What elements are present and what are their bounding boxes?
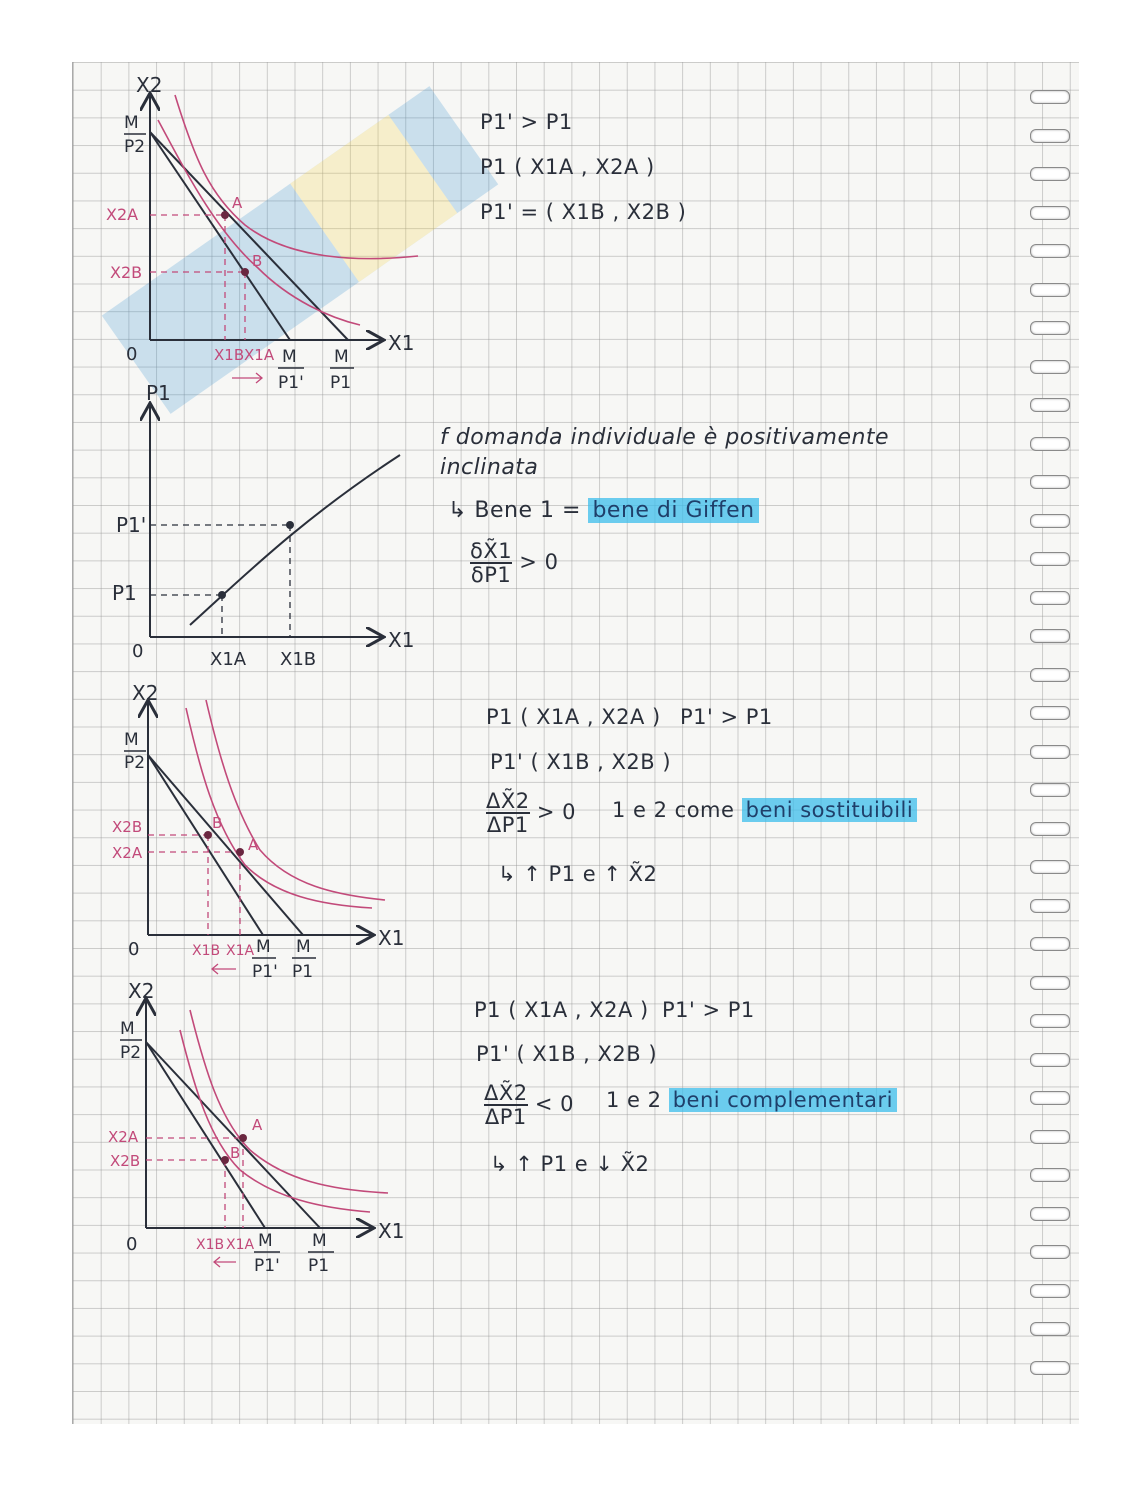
- notes2-line1: f domanda individuale è positivamente: [440, 425, 890, 450]
- graph4-indifference-curve-b: [180, 1030, 370, 1212]
- notes3-fraction: [486, 790, 530, 836]
- graph3-indifference-curve-a: [186, 708, 372, 908]
- graph4-axis-y-label: X2: [128, 979, 155, 1003]
- notes4-line1-right: P1' > P1: [662, 998, 755, 1022]
- graph3-axis-x-label: X1: [378, 926, 405, 950]
- graph4-intercept-den: P2: [120, 1043, 142, 1063]
- graph4-xtick2-den: P1: [308, 1256, 330, 1276]
- graph1-point-a-label: A: [232, 194, 243, 212]
- graph1-budget-line-p1: [150, 132, 348, 340]
- notes2-derivative: [470, 540, 558, 586]
- notes4-relation: 1 e 2: [606, 1088, 662, 1112]
- notes2-giffen-highlight: bene di Giffen: [588, 498, 758, 523]
- notes2-line3-prefix: ↳ Bene 1 =: [448, 498, 581, 523]
- graph4-point-a-label: A: [252, 1116, 263, 1134]
- graph3-x-label-b: X1B: [192, 943, 221, 959]
- graph2-x-tick-b: X1B: [280, 649, 317, 670]
- graph1-point-b: [241, 268, 249, 276]
- notes3-frac-rel: > 0: [536, 800, 576, 824]
- graph3-origin: 0: [128, 939, 140, 960]
- graph3-intercept-den: P2: [124, 753, 146, 773]
- notes3-relation-line: [612, 798, 917, 822]
- graph2-origin: 0: [132, 641, 144, 662]
- graph2-point-a: [218, 591, 226, 599]
- graph3-axis-y-label: X2: [132, 681, 159, 705]
- graph3-point-b: [204, 831, 212, 839]
- graph1-y-label-a: X2A: [106, 205, 139, 224]
- notes4-complements-highlight: beni complementari: [669, 1088, 897, 1112]
- graph2-x-tick-a: X1A: [210, 649, 247, 670]
- graph1-x-label-b: X1B: [214, 346, 245, 364]
- graph4-indifference-curve-a: [190, 1010, 388, 1193]
- notes4-frac-num: ΔX̃2: [484, 1081, 528, 1105]
- graph1-indifference-curve-a: [175, 95, 418, 259]
- graph1-axis-y-label: X2: [136, 73, 163, 97]
- graph4-xtick1-num: M: [258, 1231, 273, 1251]
- notes2-frac-den: δP1: [470, 563, 512, 587]
- notes3-substitutes-highlight: beni sostituibili: [742, 798, 918, 822]
- notes4-relation-line: [606, 1088, 897, 1112]
- notes1-line3: P1' = ( X1B , X2B ): [480, 200, 687, 224]
- graph1-intercept-num: M: [124, 113, 139, 133]
- graph4-x-label-b: X1B: [196, 1237, 225, 1253]
- graph3-point-a-label: A: [248, 836, 259, 854]
- graph1-origin: 0: [126, 344, 138, 365]
- notes3-line1: P1 ( X1A , X2A ): [486, 705, 661, 729]
- graph-4: [108, 979, 404, 1276]
- graph1-axis-x-label: X1: [388, 331, 415, 355]
- notes3-line1-right: P1' > P1: [680, 705, 773, 729]
- graph3-xtick2-den: P1: [292, 962, 314, 982]
- graph3-y-label-b: X2B: [112, 818, 143, 836]
- graph4-intercept-num: M: [120, 1019, 135, 1039]
- graph1-xtick1-num: M: [282, 347, 297, 367]
- notes2-line2: inclinata: [440, 455, 539, 480]
- graph2-axis-y-label: P1: [146, 381, 171, 405]
- graph2-axis-x-label: X1: [388, 628, 415, 652]
- graph4-point-a: [239, 1134, 247, 1142]
- notes3-relation: 1 e 2 come: [612, 798, 735, 822]
- graph3-xtick2-num: M: [296, 937, 311, 957]
- graph1-xtick2-num: M: [334, 347, 349, 367]
- notes4-frac-den: ΔP1: [484, 1105, 527, 1129]
- graph2-y-tick-high: P1': [116, 513, 147, 537]
- graph4-axis-x-label: X1: [378, 1219, 405, 1243]
- graph3-point-a: [236, 848, 244, 856]
- graph-2: [112, 381, 414, 670]
- notes3-frac-num: ΔX̃2: [486, 789, 530, 813]
- graph1-intercept-den: P2: [124, 137, 146, 157]
- graph3-indifference-curve-b: [206, 700, 385, 900]
- graph4-point-b-label: B: [230, 1144, 241, 1162]
- graph1-x-label-a: X1A: [244, 346, 275, 364]
- graph2-point-b: [286, 521, 294, 529]
- notes4-frac-rel: < 0: [534, 1092, 574, 1116]
- notes2-frac-rel: > 0: [519, 550, 559, 574]
- notes2-frac-num: δX̃1: [470, 539, 513, 563]
- graph4-budget-line-p1-prime: [146, 1042, 265, 1228]
- graph4-xtick1-den: P1': [254, 1256, 280, 1276]
- notes4-line1: P1 ( X1A , X2A ): [474, 998, 649, 1022]
- graph1-point-b-label: B: [252, 252, 263, 270]
- graph4-budget-line-p1: [146, 1042, 320, 1228]
- graph-1: [106, 73, 418, 393]
- graph4-xtick2-num: M: [312, 1231, 327, 1251]
- graph3-xtick1-den: P1': [252, 962, 278, 982]
- notes1-line2: P1 ( X1A , X2A ): [480, 155, 655, 179]
- notes3-line4: ↳ ↑ P1 e ↑ X̃2: [498, 862, 658, 886]
- graph4-x-label-a: X1A: [226, 1237, 255, 1253]
- graph1-budget-line-p1-prime: [150, 132, 290, 340]
- graph1-xtick2-den: P1: [330, 373, 352, 393]
- graph4-point-b: [221, 1156, 229, 1164]
- graph3-y-label-a: X2A: [112, 844, 143, 862]
- graph3-intercept-num: M: [124, 730, 139, 750]
- notes3-derivative: [486, 790, 576, 836]
- notes4-line4: ↳ ↑ P1 e ↓ X̃2: [490, 1152, 650, 1176]
- notes3-frac-den: ΔP1: [486, 813, 529, 837]
- graph-3: [112, 681, 404, 982]
- graph3-point-b-label: B: [212, 814, 223, 832]
- graph3-xtick1-num: M: [256, 937, 271, 957]
- graph1-point-a: [221, 211, 229, 219]
- graph4-y-label-b: X2B: [110, 1152, 141, 1170]
- notes2-fraction: [470, 540, 512, 586]
- notes3-line2: P1' ( X1B , X2B ): [490, 750, 672, 774]
- graph4-y-label-a: X2A: [108, 1128, 139, 1146]
- graph4-origin: 0: [126, 1234, 138, 1255]
- notes1-line1: P1' > P1: [480, 110, 573, 134]
- graph3-budget-line-p1: [148, 755, 303, 935]
- notes4-fraction: [484, 1082, 528, 1128]
- graph1-y-label-b: X2B: [110, 263, 143, 282]
- notes2-line3: [448, 498, 759, 523]
- graph1-xtick1-den: P1': [278, 373, 304, 393]
- notes4-line2: P1' ( X1B , X2B ): [476, 1042, 658, 1066]
- graph2-y-tick-low: P1: [112, 581, 137, 605]
- graph3-x-label-a: X1A: [226, 943, 255, 959]
- notes4-derivative: [484, 1082, 574, 1128]
